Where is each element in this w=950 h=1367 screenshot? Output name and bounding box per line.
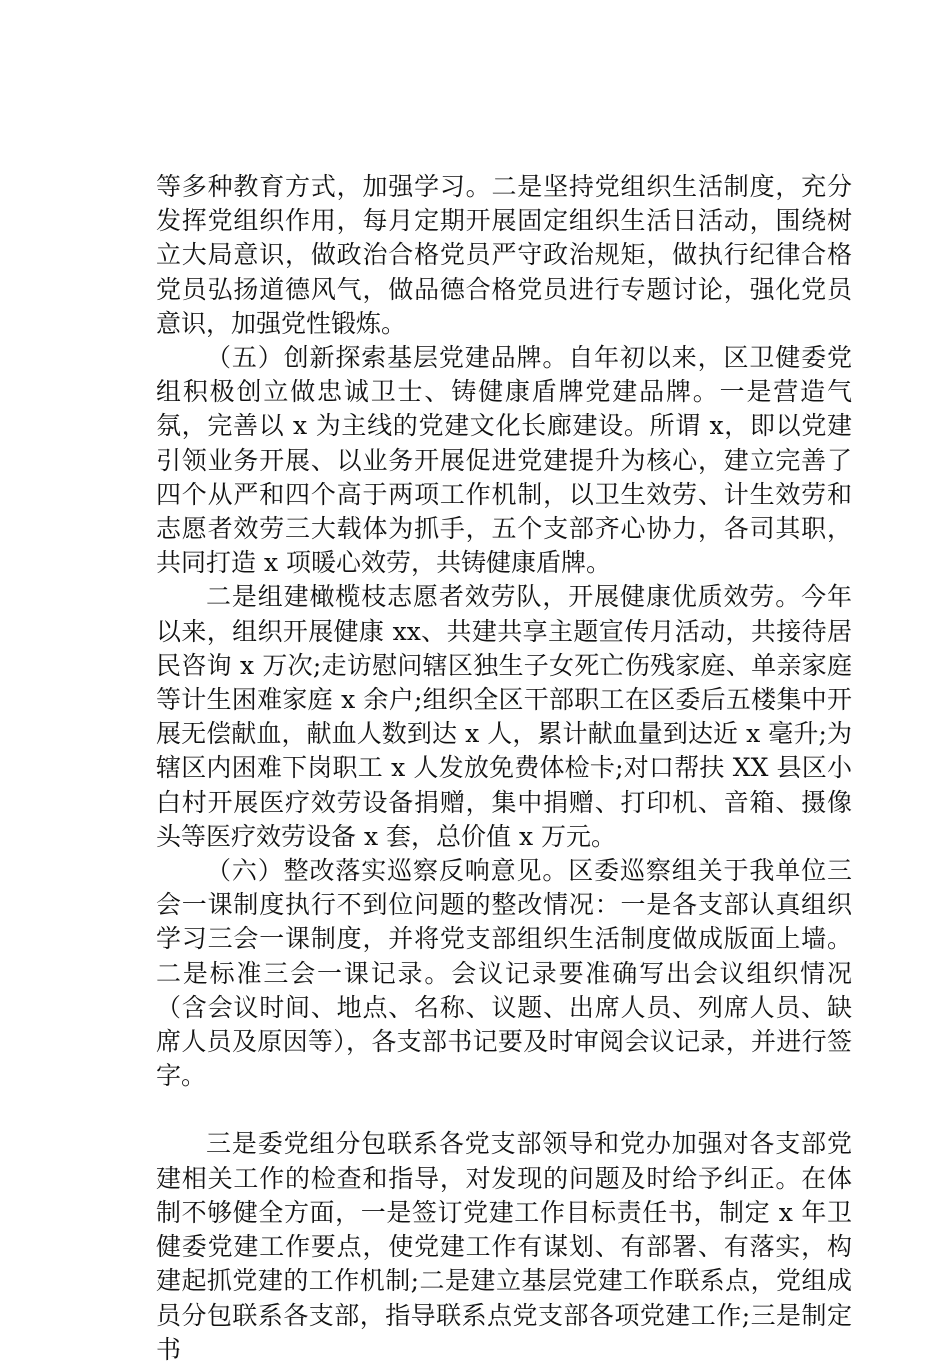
- paragraph-3: 二是组建橄榄枝志愿者效劳队，开展健康优质效劳。今年以来，组织开展健康 xx、共建共享主题宣传月活动，共接待居民咨询 x 万次;走访慰问辖区独生子女死亡伤残家庭、单亲家庭等计生困难家庭 x 余户;组织全区干部职工在区委后五楼集中开展无偿献血，献血人数到达 x 人，累计献血量到达近 x 毫升;为辖区内困难下岗职工 x 人发放免费体检卡;对口帮扶 XX 县区小白村开展医疗效劳设备捐赠，集中捐赠、打印机、音箱、摄像头等医疗效劳设备 x 套，总价值 x 万元。: [156, 582, 852, 851]
- document-body: [156, 170, 852, 1367]
- paragraph-gap: [156, 1093, 852, 1127]
- paragraph-2: （五）创新探索基层党建品牌。自年初以来，区卫健委党组积极创立做忠诚卫士、铸健康盾牌党建品牌。一是营造气氛，完善以 x 为主线的党建文化长廊建设。所谓 x，即以党建引领业务开展、以业务开展促进党建提升为核心，建立完善了四个从严和四个高于两项工作机制，以卫生效劳、计生效劳和志愿者效劳三大载体为抓手，五个支部齐心协力，各司其职，共同打造 x 项暖心效劳，共铸健康盾牌。: [156, 343, 852, 578]
- paragraph-4: （六）整改落实巡察反响意见。区委巡察组关于我单位三会一课制度执行不到位问题的整改情况：一是各支部认真组织学习三会一课制度，并将党支部组织生活制度做成版面上墙。二是标准三会一课记录。会议记录要准确写出会议组织情况（含会议时间、地点、名称、议题、出席人员、列席人员、缺席人员及原因等），各支部书记要及时审阅会议记录，并进行签字。: [156, 856, 852, 1091]
- paragraph-5: 三是委党组分包联系各党支部领导和党办加强对各支部党建相关工作的检查和指导，对发现的问题及时给予纠正。在体制不够健全方面，一是签订党建工作目标责任书，制定 x 年卫健委党建工作要点，使党建工作有谋划、有部署、有落实，构建起抓党建的工作机制;二是建立基层党建工作联系点，党组成员分包联系各支部，指导联系点党支部各项党建工作;三是制定书: [156, 1129, 852, 1364]
- paragraph-1: 等多种教育方式，加强学习。二是坚持党组织生活制度，充分发挥党组织作用，每月定期开展固定组织生活日活动，围绕树立大局意识，做政治合格党员严守政治规矩，做执行纪律合格党员弘扬道德风气，做品德合格党员进行专题讨论，强化党员意识，加强党性锻炼。: [156, 172, 852, 338]
